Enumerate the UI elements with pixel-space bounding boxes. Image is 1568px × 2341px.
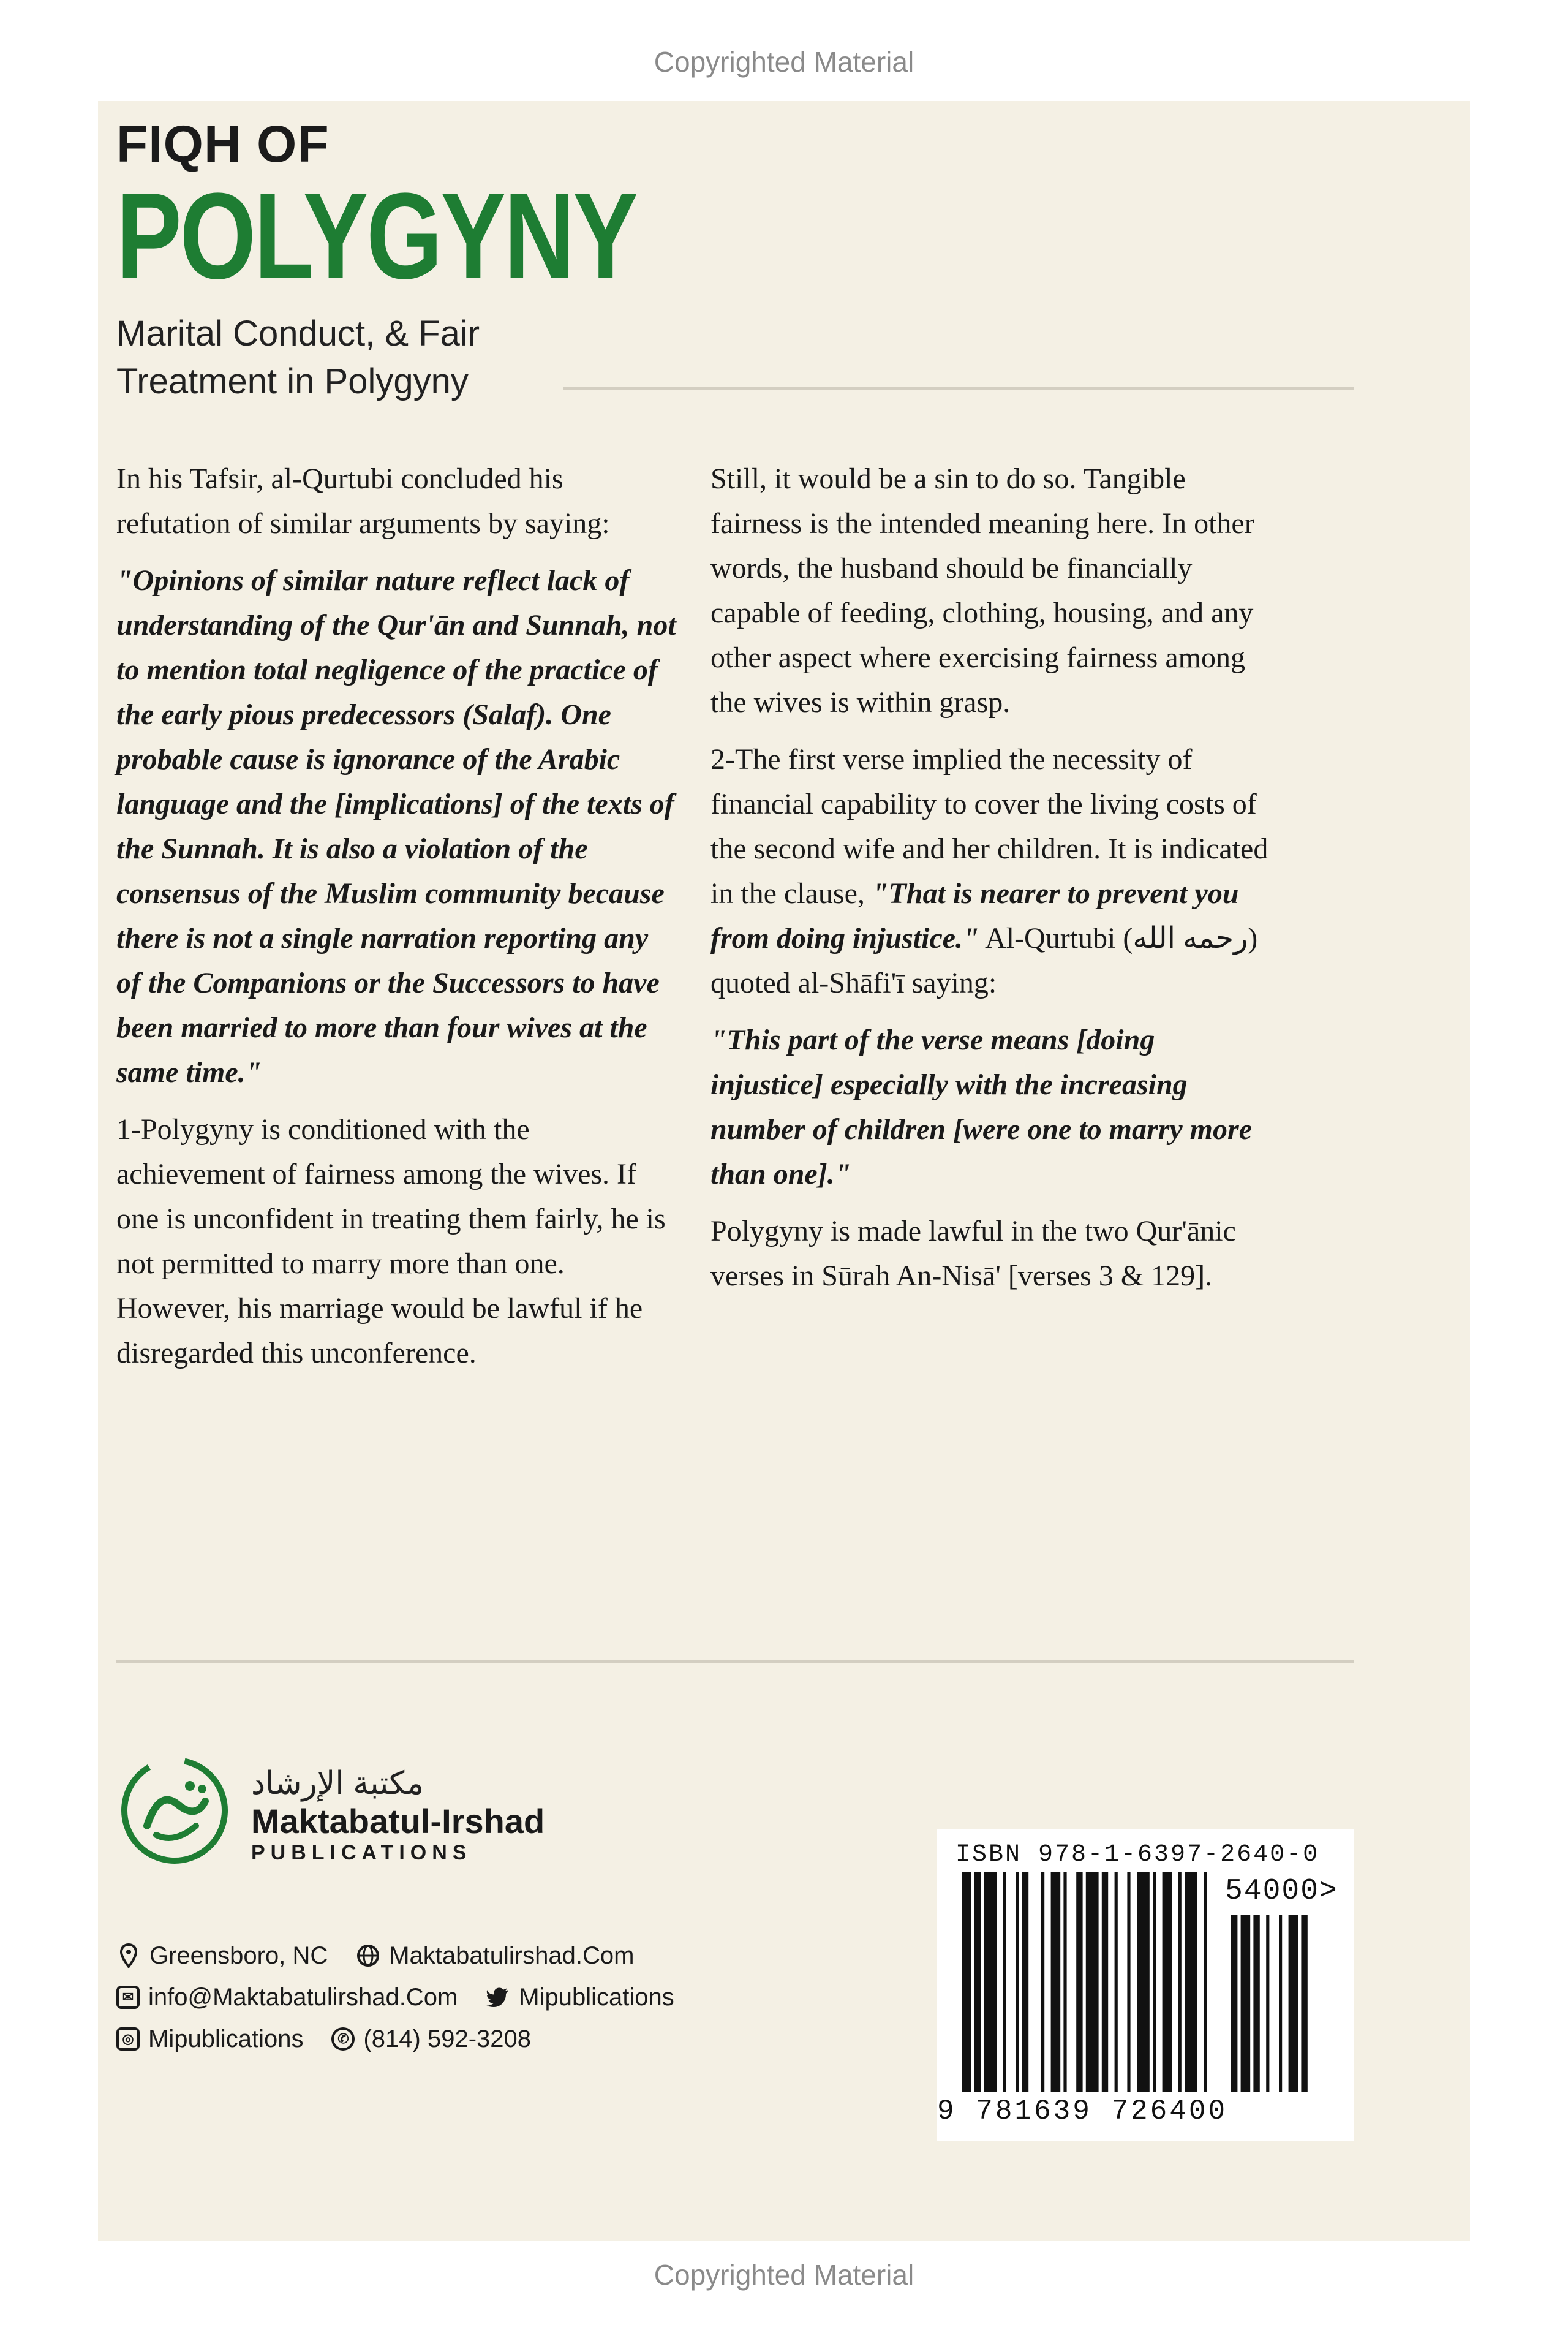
paragraph-end: Al-Qurtubi (رحمه الله) quoted al-Shāfi'ī saying: — [710, 922, 1258, 999]
price-code: 54000> — [1225, 1875, 1338, 1908]
contact-row — [116, 1936, 703, 1975]
contact-row — [116, 2019, 703, 2059]
twitter-text[interactable]: Mipublications — [519, 1983, 674, 2011]
barcode-panel — [937, 1829, 1354, 2141]
contact-email[interactable] — [116, 1984, 458, 2011]
divider-bottom — [116, 1660, 1354, 1663]
inline-quote: "That is nearer to prevent you from doing injustice." — [710, 877, 1239, 955]
watermark-bottom: Copyrighted Material — [654, 2259, 914, 2291]
text-column-left — [116, 456, 680, 1388]
email-icon: ✉ — [116, 1986, 140, 2009]
paragraph: Polygyny is made lawful in the two Qur'ānic verses in Sūrah An-Nisā' [verses 3 & 129]. — [710, 1215, 1236, 1292]
phone-icon: ✆ — [331, 2027, 355, 2051]
paragraph: 1-Polygyny is conditioned with the achievement of fairness among the wives. If one is unconfident in treating them fairly, he is not permitted to marry more than one. However, his marriage would be lawful if he disregarded this unconference. — [116, 1113, 666, 1369]
instagram-text[interactable]: Mipublications — [148, 2025, 304, 2052]
contact-location — [116, 1942, 328, 1970]
subtitle — [116, 310, 766, 406]
contact-website[interactable] — [356, 1942, 634, 1970]
website-text[interactable]: Maktabatulirshad.Com — [389, 1942, 635, 1969]
paragraph: Still, it would be a sin to do so. Tangible fairness is the intended meaning here. In other words, the husband should be financially capable of feeding, clothing, housing, and any other aspect where exercising fairness among the wives is within grasp. — [710, 463, 1254, 719]
quote-paragraph: "Opinions of similar nature reflect lack of understanding of the Qur'ān and Sunnah, not to mention total negligence of the practice of the early pious predecessors (Salaf). One probable cause is ignorance of the Arabic language and the [implications] of the texts of the Sunnah. It is also a violation of the consensus of the Muslim community because there is not a single narration reporting any of the Companions or the Successors to have been married to more than four wives at the same time." — [116, 564, 676, 1089]
title-line-1: FIQH OF — [116, 115, 330, 173]
contact-phone[interactable] — [331, 2025, 531, 2053]
location-text: Greensboro, NC — [149, 1942, 328, 1969]
divider-top — [564, 387, 1354, 390]
isbn-label: ISBN 978-1-6397-2640-0 — [956, 1841, 1320, 1869]
publisher-logo-icon — [116, 1752, 233, 1869]
email-text[interactable]: info@Maktabatulirshad.Com — [148, 1983, 458, 2011]
isbn-digits: 9 781639 726400 — [937, 2095, 1228, 2127]
publisher-sub: PUBLICATIONS — [251, 1841, 472, 1864]
text-column-right — [710, 456, 1274, 1310]
watermark-top: Copyrighted Material — [654, 46, 914, 78]
subtitle-line-1: Marital Conduct, & Fair — [116, 314, 480, 354]
phone-text[interactable]: (814) 592-3208 — [363, 2025, 532, 2052]
paragraph: In his Tafsir, al-Qurtubi concluded his refutation of similar arguments by saying: — [116, 463, 610, 540]
location-pin-icon — [116, 1943, 141, 1968]
publisher-name — [251, 1764, 545, 1865]
title-block — [116, 116, 766, 406]
contact-row — [116, 1978, 703, 2017]
contact-twitter[interactable] — [486, 1984, 674, 2011]
quote-paragraph: "This part of the verse means [doing injustice] especially with the increasing number of children [were one to marry more than one]." — [710, 1024, 1252, 1190]
paragraph-start: 2-The first verse implied the necessity of financial capability to cover the living costs of the second wife and her children. It is indicated in the clause, — [710, 743, 1268, 910]
contact-list — [116, 1936, 703, 2061]
publisher-english: Maktabatul-Irshad — [251, 1802, 545, 1840]
instagram-icon: ◎ — [116, 2027, 140, 2051]
twitter-bird-icon — [486, 1985, 510, 2010]
title-line-2: POLYGYNY — [116, 168, 636, 304]
contact-instagram[interactable] — [116, 2025, 303, 2053]
paragraph — [710, 737, 1274, 1005]
subtitle-line-2: Treatment in Polygyny — [116, 361, 469, 401]
publisher-arabic: مكتبة الإرشاد — [251, 1766, 424, 1801]
globe-icon — [356, 1943, 380, 1968]
